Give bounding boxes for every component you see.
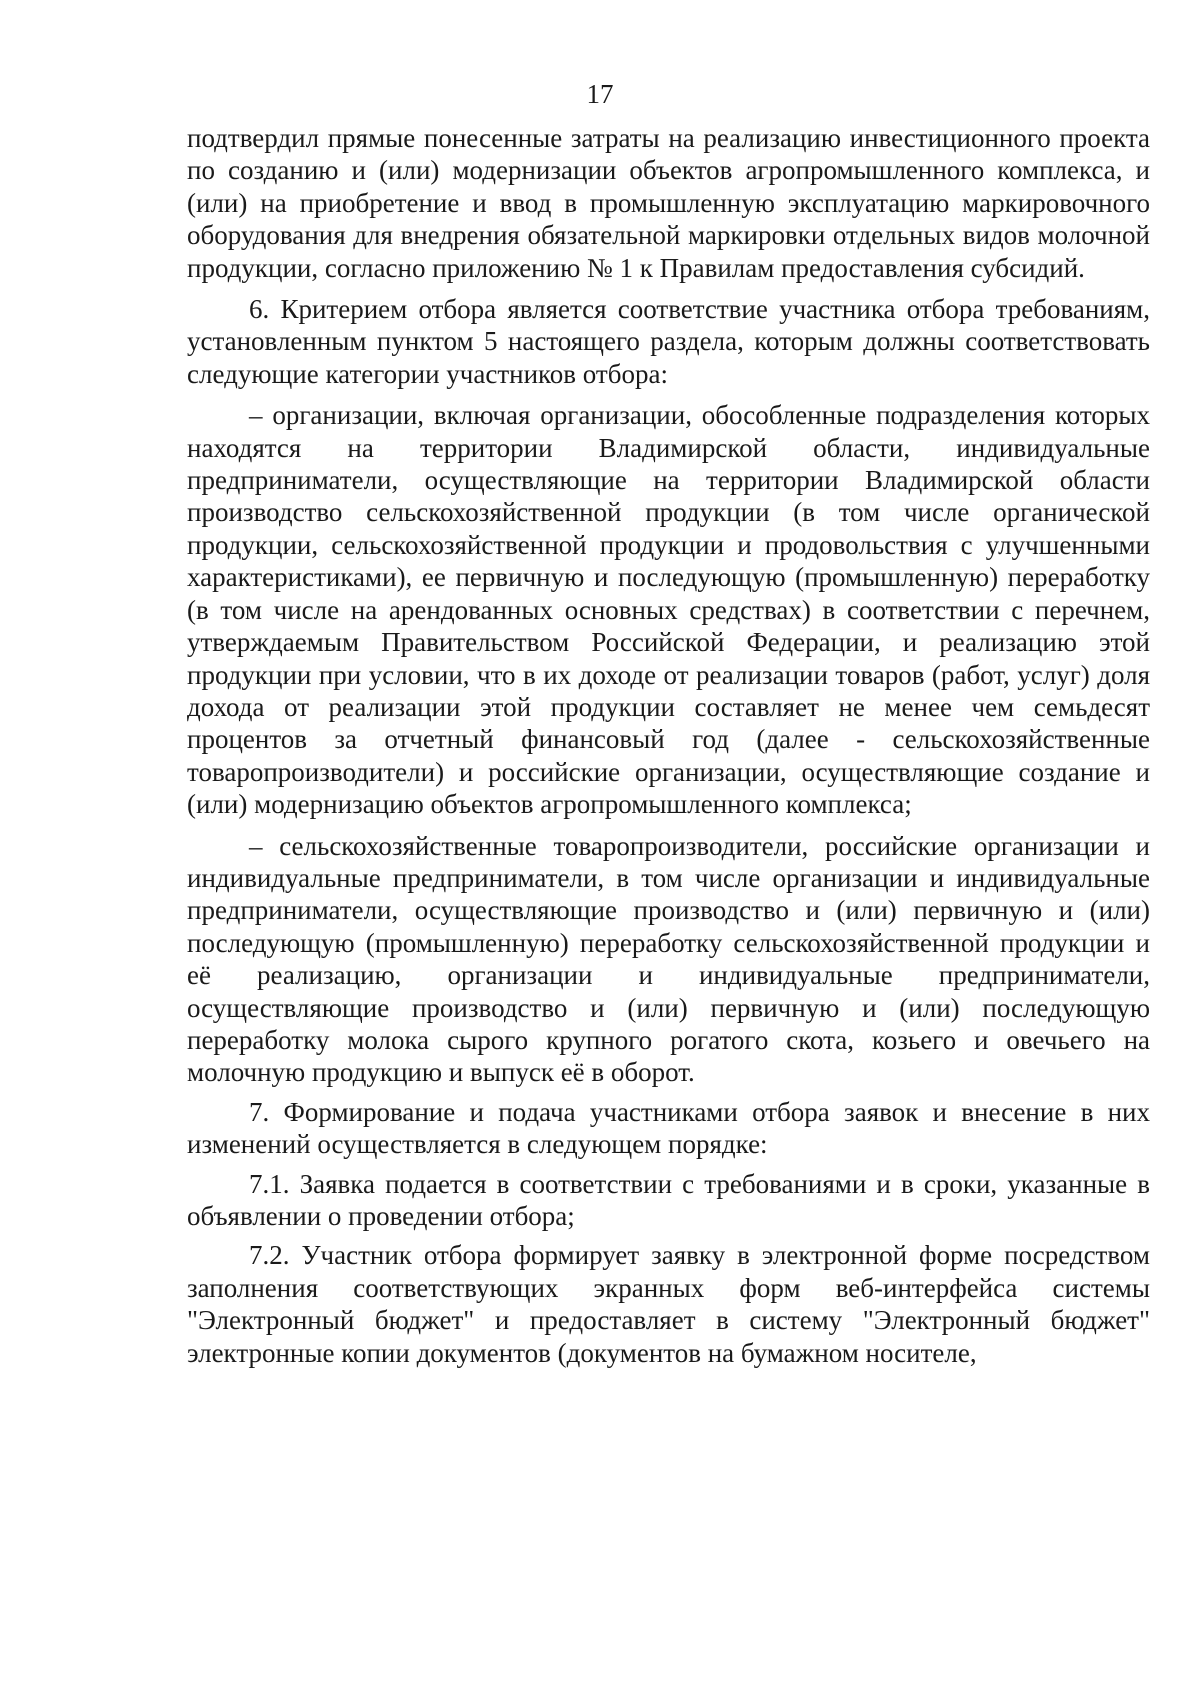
paragraph-continuation: подтвердил прямые понесенные затраты на реализацию инвестиционного проекта по созданию и (или) модернизации объектов агропромышленного комплекса, и (или) на приобретение и ввод в промышленную эксплуатацию маркировочного оборудования для внедрения обязательной маркировки отдельных видов молочной продукции, согласно приложению № 1 к Правилам предоставления субсидий. xyxy=(187,123,1150,283)
document-body xyxy=(187,122,1150,1369)
paragraph-item-7-1: 7.1. Заявка подается в соответствии с требованиями и в сроки, указанные в объявлении о проведении отбора; xyxy=(187,1168,1150,1231)
paragraph-item-7-2: 7.2. Участник отбора формирует заявку в электронной форме посредством заполнения соответствующих экранных форм веб-интерфейса системы "Электронный бюджет" и предоставляет в систему "Электронный бюджет" электронные копии документов (документов на бумажном носителе, xyxy=(187,1240,1150,1368)
list-item-organizations: – организации, включая организации, обособленные подразделения которых находятся на территории Владимирской области, индивидуальные предприниматели, осуществляющие на территории Владимирской области производство сельскохозяйственной продукции (в том числе органической продукции, сельскохозяйственной продукции и продовольствия с улучшенными характеристиками), ее первичную и последующую (промышленную) переработку (в том числе на арендованных основных средствах) в соответствии с перечнем, утверждаемым Правительством Российской Федерации, и реализацию этой продукции при условии, что в их доходе от реализации товаров (работ, услуг) доля дохода от реализации этой продукции составляет не менее чем семьдесят процентов за отчетный финансовый год (далее - сельскохозяйственные товаропроизводители) и российские организации, осуществляющие создание и (или) модернизацию объектов агропромышленного комплекса; xyxy=(187,400,1150,820)
paragraph-item-6: 6. Критерием отбора является соответствие участника отбора требованиям, установленным пунктом 5 настоящего раздела, которым должны соответствовать следующие категории участников отбора: xyxy=(187,294,1150,389)
paragraph-item-7: 7. Формирование и подача участниками отбора заявок и внесение в них изменений осуществляется в следующем порядке: xyxy=(187,1096,1150,1160)
page-number: 17 xyxy=(586,79,614,109)
list-item-producers: – сельскохозяйственные товаропроизводители, российские организации и индивидуальные предприниматели, в том числе организации и индивидуальные предприниматели, осуществляющие производство и (или) первичную и (или) последующую (промышленную) переработку сельскохозяйственной продукции и её реализацию, организации и индивидуальные предприниматели, осуществляющие производство и (или) первичную и (или) последующую переработку молока сырого крупного рогатого скота, козьего и овечьего на молочную продукцию и выпуск её в оборот. xyxy=(187,830,1150,1088)
